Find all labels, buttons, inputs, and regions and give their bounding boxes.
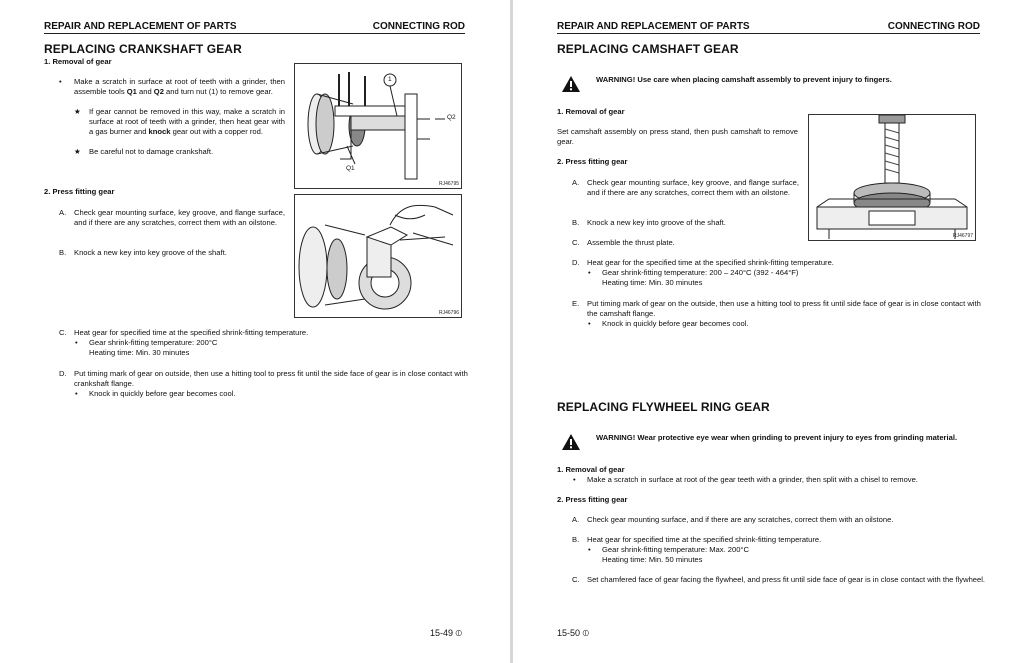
camshaft-press-illustration bbox=[809, 115, 975, 240]
star-marker: ★ bbox=[74, 107, 81, 116]
cam-step-d-temperature: Gear shrink-fitting temperature: 200 – 240°C (392 - 464°F) bbox=[602, 268, 799, 277]
step-d-marker: D. bbox=[59, 369, 67, 378]
step-c-heating-time: Heating time: Min. 30 minutes bbox=[89, 348, 190, 357]
cam-step-d-text: Heat gear for the specified time at the specified shrink-fitting temperature. bbox=[587, 258, 834, 267]
step-a-marker: A. bbox=[59, 208, 67, 217]
page-number: 15-49 ⦶ bbox=[430, 628, 463, 638]
callout-1: 1 bbox=[388, 76, 392, 83]
fly-step-c-text: Set chamfered face of gear facing the flywheel, and press fit until side face of gear is in close contact with the flywheel. bbox=[587, 575, 986, 584]
fly-step-b-temperature: Gear shrink-fitting temperature: Max. 200°C bbox=[602, 545, 749, 554]
header-topic: CONNECTING ROD bbox=[372, 21, 465, 32]
cam-step-a-marker: A. bbox=[572, 178, 580, 187]
step-b-text: Knock a new key into key groove of the shaft. bbox=[74, 248, 227, 257]
page-title: REPLACING CAMSHAFT GEAR bbox=[557, 42, 739, 56]
cam-step-1-text: Set camshaft assembly on press stand, then push camshaft to remove gear. bbox=[557, 127, 798, 146]
cam-step-e-note: Knock in quickly before gear becomes cool. bbox=[602, 319, 749, 328]
camshaft-warning: WARNING! Use care when placing camshaft assembly to prevent injury to fingers. bbox=[596, 75, 892, 84]
callout-q1: Q1 bbox=[346, 165, 355, 172]
step-2-heading: 2. Press fitting gear bbox=[44, 187, 115, 196]
page-number: 15-50 ⦶ bbox=[557, 628, 590, 638]
fly-step-c-marker: C. bbox=[572, 575, 580, 584]
gear-puller-figure bbox=[294, 63, 462, 189]
camshaft-press-figure bbox=[808, 114, 976, 241]
bullet-marker: • bbox=[588, 268, 591, 277]
figure-code: RJ46797 bbox=[952, 233, 973, 239]
bullet-marker: • bbox=[588, 319, 591, 328]
fly-step-1-heading: 1. Removal of gear bbox=[557, 465, 625, 474]
page-title: REPLACING CRANKSHAFT GEAR bbox=[44, 42, 242, 56]
step-c-text: Heat gear for specified time at the specified shrink-fitting temperature. bbox=[74, 328, 309, 337]
bullet-marker: • bbox=[59, 77, 62, 86]
step-1-note-2: Be careful not to damage crankshaft. bbox=[89, 147, 214, 156]
step-d-text: Put timing mark of gear on outside, then use a hitting tool to press fit until the side face of gear is in close contact with crankshaft flange. bbox=[74, 369, 468, 388]
figure-code: RJ46796 bbox=[438, 310, 459, 316]
fly-step-a-marker: A. bbox=[572, 515, 580, 524]
warning-icon bbox=[561, 433, 581, 451]
step-c-temperature: Gear shrink-fitting temperature: 200°C bbox=[89, 338, 218, 347]
right-page bbox=[513, 0, 1024, 663]
fly-step-a-text: Check gear mounting surface, and if there are any scratches, correct them with an oilstone. bbox=[587, 515, 894, 524]
bullet-marker: • bbox=[75, 338, 78, 347]
crankshaft-figure bbox=[294, 194, 462, 318]
bullet-marker: • bbox=[75, 389, 78, 398]
fly-step-2-heading: 2. Press fitting gear bbox=[557, 495, 628, 504]
step-1-text: Make a scratch in surface at root of teeth with a grinder, then assemble tools Q1 and Q2 and turn nut (1) to remove gear. bbox=[74, 77, 285, 96]
header-topic: CONNECTING ROD bbox=[887, 21, 980, 32]
step-1-heading: 1. Removal of gear bbox=[44, 57, 112, 66]
cam-step-c-marker: C. bbox=[572, 238, 580, 247]
fly-step-b-heating-time: Heating time: Min. 50 minutes bbox=[602, 555, 703, 564]
cam-step-a-text: Check gear mounting surface, key groove, and flange surface, and if there are any scratches, correct them with an oilstone. bbox=[587, 178, 799, 197]
step-c-marker: C. bbox=[59, 328, 67, 337]
fly-step-b-marker: B. bbox=[572, 535, 580, 544]
cam-step-1-heading: 1. Removal of gear bbox=[557, 107, 625, 116]
section-title-flywheel: REPLACING FLYWHEEL RING GEAR bbox=[557, 400, 770, 414]
fly-step-1-text: Make a scratch in surface at root of the gear teeth with a grinder, then split with a chisel to remove. bbox=[587, 475, 918, 484]
fly-step-b-text: Heat gear for specified time at the specified shrink-fitting temperature. bbox=[587, 535, 822, 544]
cam-step-e-marker: E. bbox=[572, 299, 580, 308]
callout-q2: Q2 bbox=[447, 114, 456, 121]
header-section: REPAIR AND REPLACEMENT OF PARTS bbox=[557, 21, 750, 32]
running-header bbox=[557, 21, 980, 34]
gear-puller-illustration bbox=[295, 64, 461, 188]
cam-step-e-text: Put timing mark of gear on the outside, then use a hitting tool to press fit until side face of gear is in close contact with the camshaft flange. bbox=[587, 299, 981, 318]
cam-step-c-text: Assemble the thrust plate. bbox=[587, 238, 675, 247]
bullet-marker: • bbox=[573, 475, 576, 484]
step-a-text: Check gear mounting surface, key groove, and flange surface, and if there are any scratches, correct them with an oilstone. bbox=[74, 208, 285, 227]
star-marker: ★ bbox=[74, 147, 81, 156]
running-header bbox=[44, 21, 465, 34]
step-b-marker: B. bbox=[59, 248, 67, 257]
left-page bbox=[0, 0, 510, 663]
cam-step-b-text: Knock a new key into groove of the shaft. bbox=[587, 218, 726, 227]
cam-step-b-marker: B. bbox=[572, 218, 580, 227]
warning-icon bbox=[561, 75, 581, 93]
flywheel-warning: WARNING! Wear protective eye wear when grinding to prevent injury to eyes from grinding material. bbox=[596, 433, 958, 442]
cam-step-d-marker: D. bbox=[572, 258, 580, 267]
crankshaft-illustration bbox=[295, 195, 461, 317]
step-d-note: Knock in quickly before gear becomes cool. bbox=[89, 389, 236, 398]
header-section: REPAIR AND REPLACEMENT OF PARTS bbox=[44, 21, 237, 32]
cam-step-2-heading: 2. Press fitting gear bbox=[557, 157, 628, 166]
figure-code: RJ46795 bbox=[438, 181, 459, 187]
cam-step-d-heating-time: Heating time: Min. 30 minutes bbox=[602, 278, 703, 287]
step-1-note-1: If gear cannot be removed in this way, make a scratch in surface at root of teeth with a grinder, then heat gear with a gas burner and knock gear out with a copper rod. bbox=[89, 107, 285, 136]
bullet-marker: • bbox=[588, 545, 591, 554]
